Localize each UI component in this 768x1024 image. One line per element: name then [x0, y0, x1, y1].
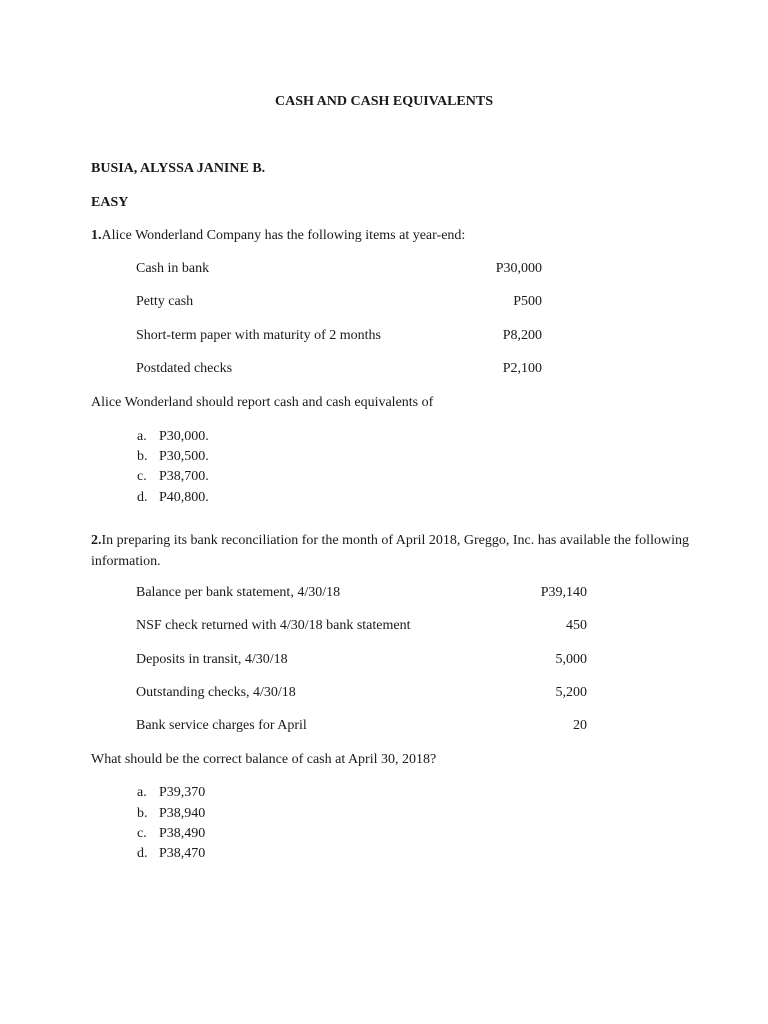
- question-1-text: Alice Wonderland Company has the following items at year-end:: [101, 228, 466, 243]
- q2-item-amount: 5,000: [555, 652, 587, 667]
- q2-item-label: Deposits in transit, 4/30/18: [136, 652, 288, 667]
- q1-item-amount: P8,200: [502, 328, 542, 343]
- q1-option-letter: b.: [137, 449, 148, 464]
- q1-option-letter: c.: [137, 469, 147, 484]
- q1-option-text: P40,800.: [159, 490, 209, 505]
- difficulty-heading: EASY: [91, 195, 129, 210]
- q2-item-amount: 20: [573, 718, 587, 733]
- q1-item-amount: P30,000: [495, 261, 542, 276]
- q2-item-label: NSF check returned with 4/30/18 bank statement: [136, 618, 411, 633]
- q1-option-text: P38,700.: [159, 469, 209, 484]
- q1-option-letter: a.: [137, 429, 147, 444]
- q2-option-text: P38,940: [159, 806, 206, 821]
- q1-item-label: Petty cash: [136, 294, 194, 309]
- q2-item-amount: 450: [566, 618, 587, 633]
- page-title: CASH AND CASH EQUIVALENTS: [275, 94, 493, 109]
- q2-option-text: P38,490: [159, 826, 206, 841]
- question-1-prompt: Alice Wonderland should report cash and cash equivalents of: [91, 395, 434, 410]
- q2-item-label: Outstanding checks, 4/30/18: [136, 685, 296, 700]
- question-1-number: 1.: [91, 228, 102, 243]
- question-2-stem: [91, 530, 691, 572]
- author-name: BUSIA, ALYSSA JANINE B.: [91, 161, 266, 176]
- q2-item-amount: P39,140: [540, 585, 587, 600]
- q2-item-amount: 5,200: [555, 685, 587, 700]
- question-1-stem: [91, 228, 465, 244]
- q2-option-text: P39,370: [159, 785, 206, 800]
- q2-option-letter: a.: [137, 785, 147, 800]
- q2-option-letter: b.: [137, 806, 148, 821]
- q1-item-label: Short-term paper with maturity of 2 months: [136, 328, 381, 343]
- q2-item-label: Bank service charges for April: [136, 718, 307, 733]
- question-2-prompt: What should be the correct balance of cash at April 30, 2018?: [91, 752, 437, 767]
- q1-item-label: Cash in bank: [136, 261, 210, 276]
- q1-item-amount: P2,100: [502, 361, 542, 376]
- q1-item-label: Postdated checks: [136, 361, 233, 376]
- q2-item-label: Balance per bank statement, 4/30/18: [136, 585, 341, 600]
- q2-option-letter: d.: [137, 846, 148, 861]
- q1-option-text: P30,500.: [159, 449, 209, 464]
- question-2-text: In preparing its bank reconciliation for the month of April 2018, Greggo, Inc. has available the following information.: [91, 533, 689, 569]
- q2-option-text: P38,470: [159, 846, 206, 861]
- q1-item-amount: P500: [513, 294, 542, 309]
- q2-option-letter: c.: [137, 826, 147, 841]
- q1-option-letter: d.: [137, 490, 148, 505]
- q1-option-text: P30,000.: [159, 429, 209, 444]
- question-2-number: 2.: [91, 533, 102, 548]
